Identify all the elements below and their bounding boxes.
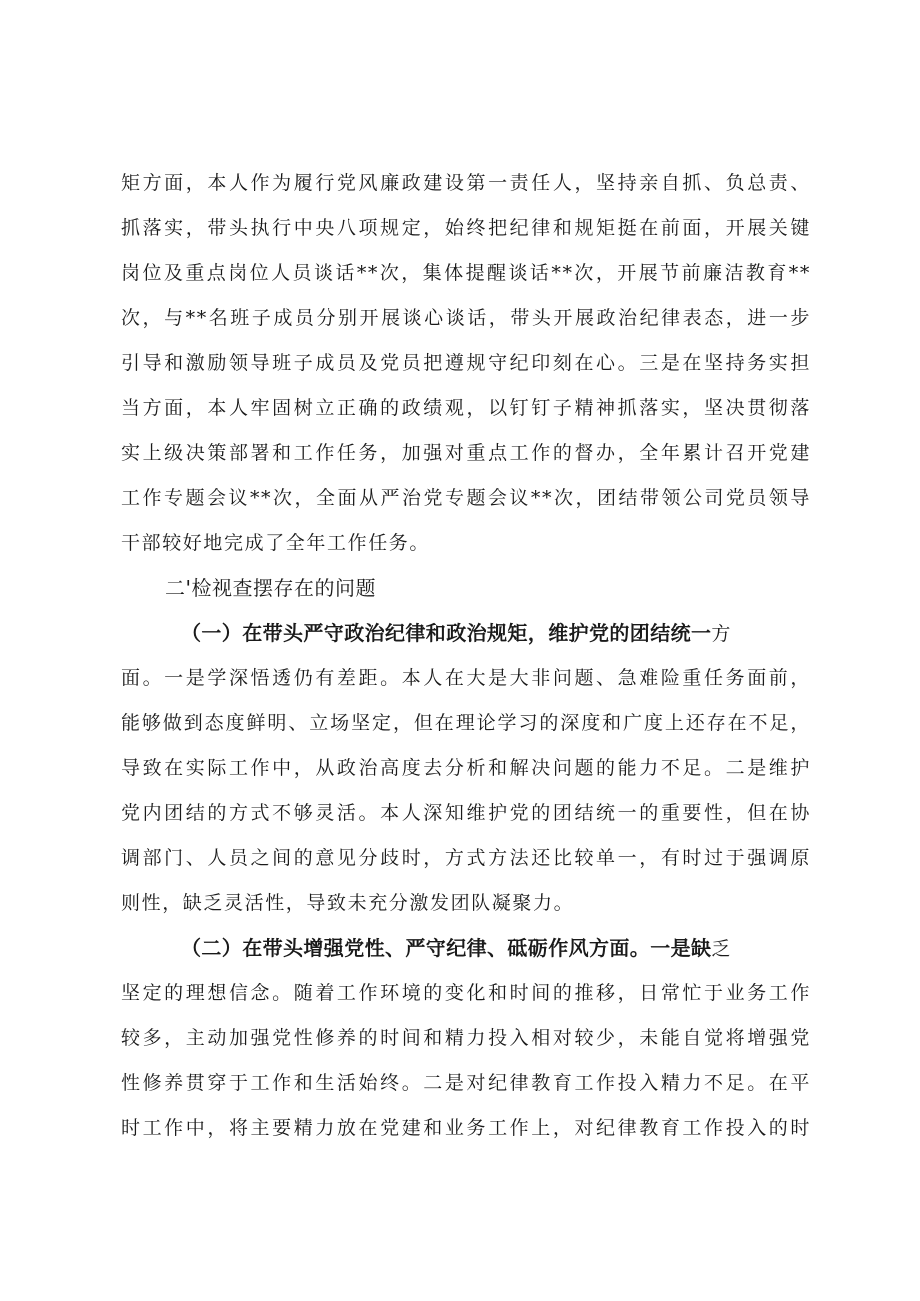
section-heading: 二'检视查摆存在的问题 bbox=[165, 576, 376, 600]
intro-line-1: 矩方面，本人作为履行党风廉政建设第一责任人，坚持亲自抓、负总责、 bbox=[121, 172, 811, 194]
subsection-2-heading bbox=[121, 928, 811, 968]
sub1-line-1: 面。一是学深悟透仍有差距。本人在大是大非问题、急难险重任务面前， bbox=[121, 667, 811, 689]
sub1-line-6: 则性，缺乏灵活性，导致未充分激发团队凝聚力。 bbox=[121, 892, 575, 914]
sub2-line-4: 时工作中，将主要精力放在党建和业务工作上，对纪律教育工作投入的时 bbox=[121, 1117, 811, 1139]
sub2-line-1: 坚定的理想信念。随着工作环境的变化和时间的推移，日常忙于业务工作 bbox=[121, 982, 811, 1004]
intro-line-9: 干部较好地完成了全年工作任务。 bbox=[121, 532, 431, 554]
subsection-1-heading bbox=[121, 613, 811, 653]
sub1-line-2: 能够做到态度鲜明、立场坚定，但在理论学习的深度和广度上还存在不足， bbox=[121, 712, 811, 734]
subsection-2-title: （二）在带头增强党性、严守纪律、砥砺作风方面。一是缺 bbox=[181, 936, 712, 960]
intro-line-3: 岗位及重点岗位人员谈话**次，集体提醒谈话**次，开展节前廉洁教育** bbox=[121, 262, 811, 284]
subsection-1-tail: 方 bbox=[711, 623, 731, 645]
intro-line-8: 工作专题会议**次，全面从严治党专题会议**次，团结带领公司党员领导 bbox=[121, 487, 811, 509]
sub2-line-2: 较多，主动加强党性修养的时间和精力投入相对较少，未能自觉将增强党 bbox=[121, 1027, 811, 1049]
intro-line-4: 次，与**名班子成员分别开展谈心谈话，带头开展政治纪律表态，进一步 bbox=[121, 307, 811, 329]
intro-line-2: 抓落实，带头执行中央八项规定，始终把纪律和规矩挺在前面，开展关键 bbox=[121, 217, 811, 239]
subsection-1-title: （一）在带头严守政治纪律和政治规矩，维护党的团结统一 bbox=[181, 621, 712, 645]
sub2-line-3: 性修养贯穿于工作和生活始终。二是对纪律教育工作投入精力不足。在平 bbox=[121, 1072, 811, 1094]
intro-line-5: 引导和激励领导班子成员及党员把遵规守纪印刻在心。三是在坚持务实担 bbox=[121, 352, 811, 374]
sub1-line-4: 党内团结的方式不够灵活。本人深知维护党的团结统一的重要性，但在协 bbox=[121, 802, 811, 824]
sub1-line-5: 调部门、人员之间的意见分歧时，方式方法还比较单一，有时过于强调原 bbox=[121, 847, 811, 869]
subsection-2-tail: 乏 bbox=[711, 938, 731, 960]
sub1-line-3: 导致在实际工作中，从政治高度去分析和解决问题的能力不足。二是维护 bbox=[121, 757, 811, 779]
intro-line-7: 实上级决策部署和工作任务，加强对重点工作的督办，全年累计召开党建 bbox=[121, 442, 811, 464]
intro-line-6: 当方面，本人牢固树立正确的政绩观，以钉钉子精神抓落实，坚决贯彻落 bbox=[121, 397, 811, 419]
